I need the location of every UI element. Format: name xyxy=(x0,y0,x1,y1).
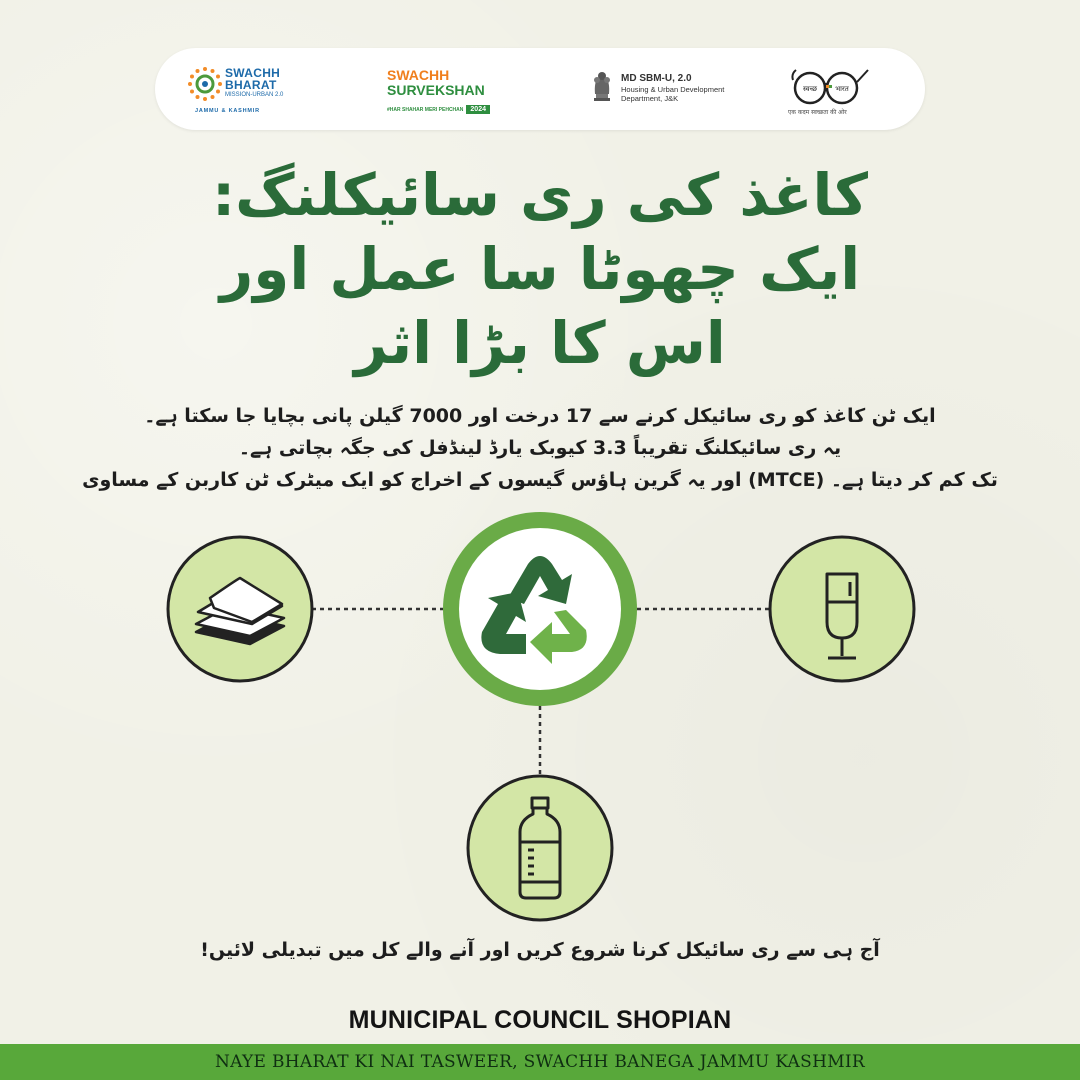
glasses-caption: एक कदम स्वच्छता की ओर xyxy=(788,109,847,116)
ss-line3: #HAR SHAHAR MERI PEHCHAN xyxy=(387,107,464,113)
footer-tagline: NAYE BHARAT KI NAI TASWEER, SWACHH BANEGA JAMMU KASHMIR xyxy=(214,1052,866,1072)
title-line-2: ایک چھوٹا سا عمل اور xyxy=(219,235,861,303)
glasses-right-text: भारत xyxy=(835,85,849,93)
sbm-line2: BHARAT xyxy=(225,78,277,92)
glass-node xyxy=(770,537,914,681)
organization-name: MUNICIPAL COUNCIL SHOPIAN xyxy=(348,1006,732,1034)
md-line3: Department, J&K xyxy=(621,94,679,103)
center-node xyxy=(443,512,637,706)
md-line2: Housing & Urban Development xyxy=(621,85,725,94)
md-line1: MD SBM-U, 2.0 xyxy=(621,73,692,84)
bottle-node xyxy=(468,776,612,920)
sbm-line4: JAMMU & KASHMIR xyxy=(195,108,260,114)
body-line-1: ایک ٹن کاغذ کو ری سائیکل کرنے سے 17 درخت اور 7000 گیلن پانی بچایا جا سکتا ہے۔ xyxy=(144,405,936,427)
call-to-action: آج ہی سے ری سائیکل کرنا شروع کریں اور آنے والے کل میں تبدیلی لائیں! xyxy=(200,939,880,961)
body-line-3: تک کم کر دیتا ہے۔ (MTCE) اور یہ گرین ہاؤس گیسوں کے اخراج کو ایک میٹرک ٹن کاربن کے مساوی xyxy=(82,469,998,491)
ss-year: 2024 xyxy=(466,105,490,114)
title-line-1: کاغذ کی ری سائیکلنگ: xyxy=(211,161,869,229)
glasses-left-text: स्वच्छ xyxy=(802,85,818,93)
ss-line1: SWACHH xyxy=(387,67,450,83)
body-line-2: یہ ری سائیکلنگ تقریباً 3.3 کیوبک یارڈ لینڈفل کی جگہ بچاتی ہے۔ xyxy=(238,437,842,459)
ss-line2: SURVEKSHAN xyxy=(387,82,485,98)
title-line-3: اس کا بڑا اثر xyxy=(354,309,726,377)
sbm-line3: MISSION-URBAN 2.0 xyxy=(225,92,284,98)
paper-node xyxy=(168,537,312,681)
sbm-line1: SWACHH xyxy=(225,66,281,80)
footer-bar xyxy=(0,1044,1080,1080)
